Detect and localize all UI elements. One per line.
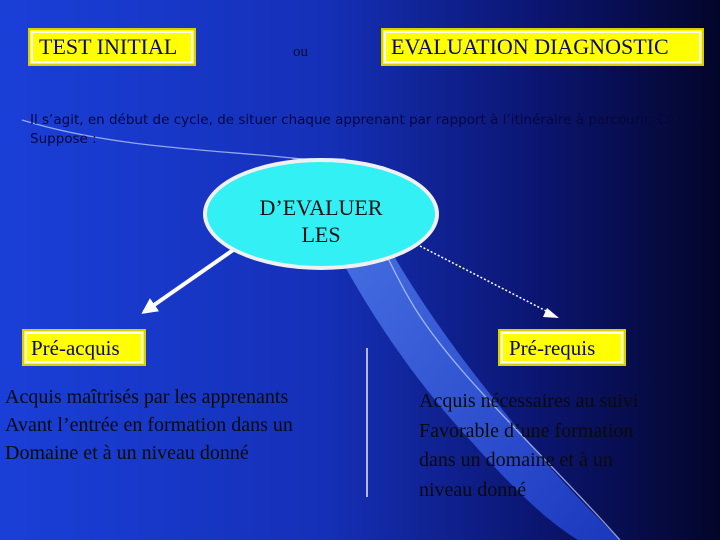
description-line: niveau donné bbox=[419, 478, 527, 501]
arrow-right-head bbox=[543, 308, 559, 318]
test-initial-label: TEST INITIAL bbox=[28, 28, 196, 66]
intro-line: Il s’agit, en début de cycle, de situer chaque apprenant par rapport à l’itinéraire à parcourir. Ce qui bbox=[30, 112, 700, 128]
description-line: Domaine et à un niveau donné bbox=[5, 442, 249, 464]
arrow-left bbox=[144, 248, 236, 312]
pre-requis-description bbox=[419, 387, 709, 505]
intro-paragraph bbox=[30, 111, 700, 149]
description-line: Avant l’entrée en formation dans un bbox=[5, 414, 293, 436]
pre-requis-label: Pré-requis bbox=[498, 329, 626, 366]
center-ellipse bbox=[203, 158, 439, 270]
description-line: dans un domaine et à un bbox=[419, 449, 613, 471]
arrow-right bbox=[420, 246, 552, 314]
description-line: Favorable d’une formation bbox=[419, 419, 634, 442]
description-line: Acquis nécessaires au suivi bbox=[419, 390, 639, 412]
pre-acquis-description bbox=[5, 383, 365, 467]
pre-acquis-label: Pré-acquis bbox=[22, 329, 146, 366]
center-line: LES bbox=[301, 222, 341, 247]
evaluation-diagnostic-label: EVALUATION DIAGNOSTIC bbox=[381, 28, 704, 66]
description-line: Acquis maîtrisés par les apprenants bbox=[5, 386, 289, 408]
connector-text: ou bbox=[293, 44, 308, 60]
center-line: D’EVALUER bbox=[259, 195, 383, 220]
intro-line: Suppose : bbox=[30, 131, 97, 147]
